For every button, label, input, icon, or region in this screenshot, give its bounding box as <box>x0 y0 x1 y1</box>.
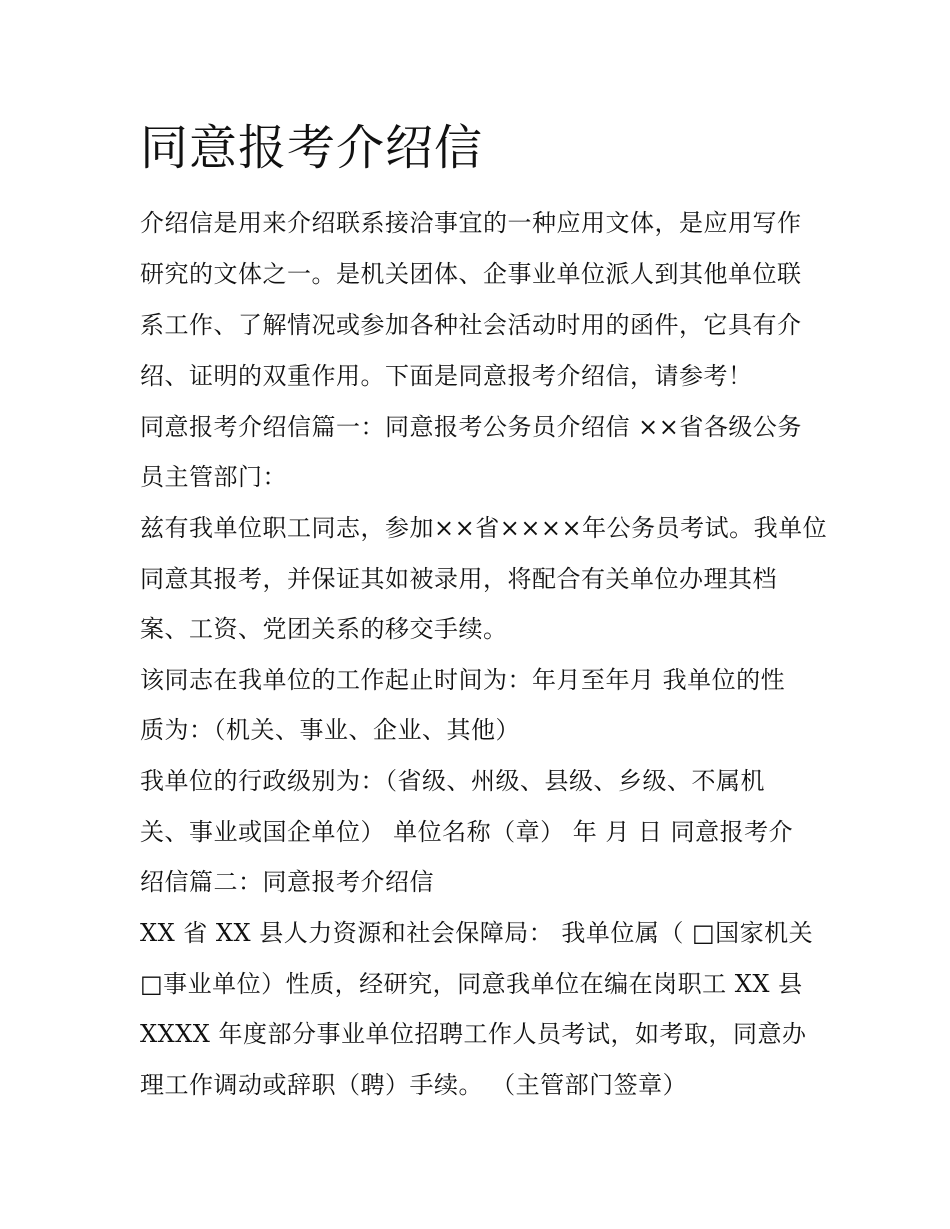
body-line: 关、事业或国企单位） 单位名称（章） 年 月 日 同意报考介 <box>140 818 794 846</box>
body-line: 质为：（机关、事业、企业、其他） <box>140 716 520 744</box>
body-line: 研究的文体之一。是机关团体、企事业单位派人到其他单位联 <box>140 260 802 288</box>
body-line: 我单位的行政级别为：（省级、州级、县级、乡级、不属机 <box>140 767 765 795</box>
body-line: 系工作、了解情况或参加各种社会活动时用的函件，它具有介 <box>140 311 802 339</box>
body-line: 员主管部门： <box>140 463 287 491</box>
body-line: 该同志在我单位的工作起止时间为：年月至年月 我单位的性 <box>140 666 786 694</box>
body-line: XXXX 年度部分事业单位招聘工作人员考试，如考取，同意办 <box>140 1020 807 1048</box>
body-line: 理工作调动或辞职（聘）手续。 （主管部门签章） <box>140 1071 688 1099</box>
body-line: 同意其报考，并保证其如被录用，将配合有关单位办理其档 <box>140 565 777 593</box>
document-title: 同意报考介绍信 <box>140 120 484 176</box>
body-line: 绍、证明的双重作用。下面是同意报考介绍信，请参考！ <box>140 362 753 390</box>
body-line: 介绍信是用来介绍联系接洽事宜的一种应用文体，是应用写作 <box>140 209 802 237</box>
body-line: 案、工资、党团关系的移交手续。 <box>140 615 508 643</box>
body-line: 绍信篇二：同意报考介绍信 <box>140 868 434 896</box>
body-line: □事业单位）性质，经研究，同意我单位在编在岗职工 XX 县 <box>140 970 803 998</box>
body-line: 兹有我单位职工同志，参加××省××××年公务员考试。我单位 <box>140 514 828 542</box>
body-line: XX 省 XX 县人力资源和社会保障局： 我单位属（ □国家机关 <box>140 919 814 947</box>
body-line: 同意报考介绍信篇一：同意报考公务员介绍信 ××省各级公务 <box>140 413 802 441</box>
